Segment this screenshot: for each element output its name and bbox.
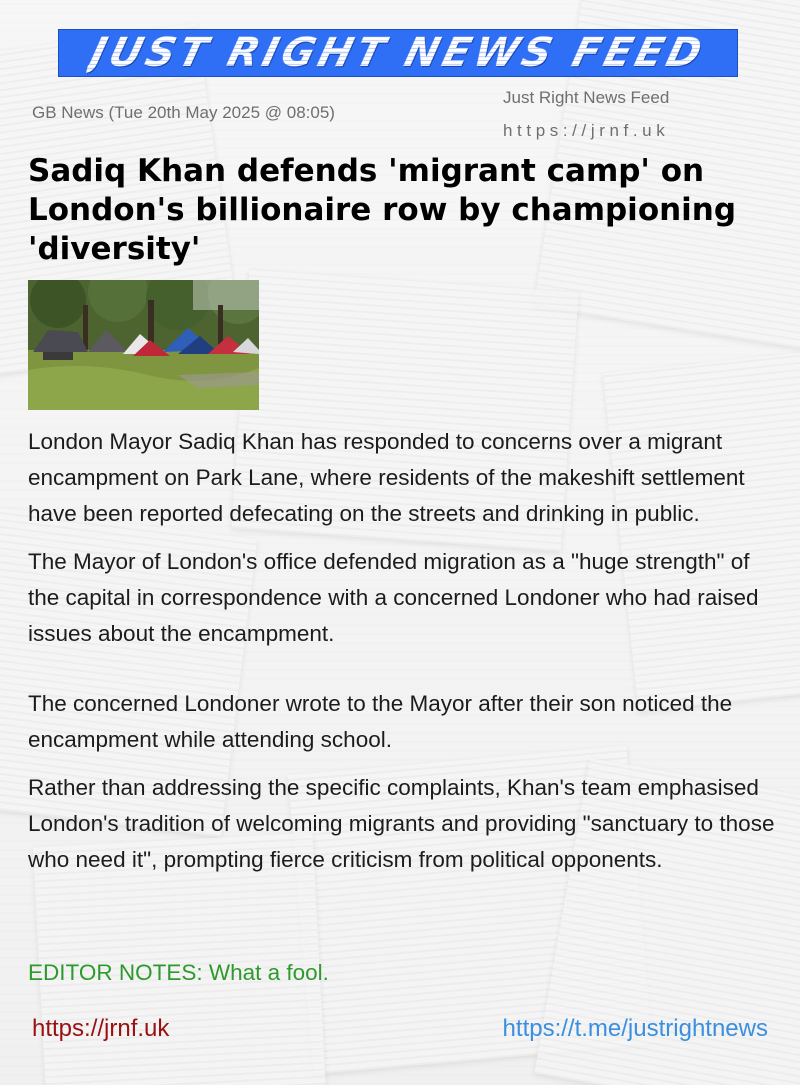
editor-notes: EDITOR NOTES: What a fool. (28, 960, 329, 985)
article-paragraph: Rather than addressing the specific complaints, Khan's team emphasised London's tradition of welcoming migrants and providing "sanctuary to those who need it", prompting fierce criticism from political opponents. (28, 775, 775, 872)
site-name: Just Right News Feed (503, 88, 670, 107)
site-url: https://jrnf.uk (503, 121, 670, 140)
masthead-banner (58, 29, 738, 77)
telegram-link[interactable]: https://t.me/justrightnews (502, 1015, 768, 1042)
article-body (28, 424, 780, 890)
article-photo (28, 280, 259, 410)
article-paragraph: The Mayor of London's office defended migration as a "huge strength" of the capital in correspondence with a concerned Londoner who had raised issues about the encampment. (28, 549, 759, 646)
article-headline: Sadiq Khan defends 'migrant camp' on London's billionaire row by championing 'diversity' (28, 153, 737, 267)
article-paragraph: London Mayor Sadiq Khan has responded to concerns over a migrant encampment on Park Lane, where residents of the makeshift settlement have been reported defecating on the streets and drinking in public. (28, 429, 745, 526)
camp-photo-illustration (28, 280, 259, 410)
masthead-title: JUST RIGHT NEWS FEED (85, 30, 711, 76)
website-link[interactable]: https://jrnf.uk (32, 1015, 170, 1042)
article-paragraph: The concerned Londoner wrote to the Mayor after their son noticed the encampment while attending school. (28, 691, 733, 752)
source-dateline: GB News (Tue 20th May 2025 @ 08:05) (32, 103, 335, 122)
